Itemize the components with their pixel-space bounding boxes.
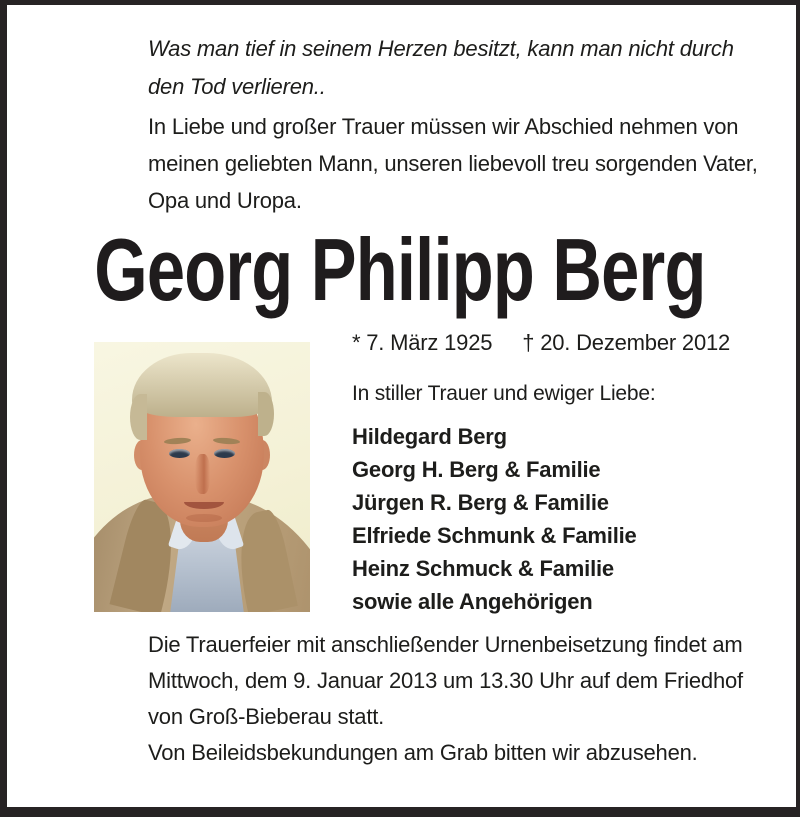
quote-line: Was man tief in seinem Herzen besitzt, kann man nicht durch bbox=[148, 36, 734, 61]
portrait-chin-shadow bbox=[186, 514, 222, 522]
funeral-line: Von Beileidsbekundungen am Grab bitten wir abzusehen. bbox=[148, 740, 698, 765]
portrait-hair-left bbox=[130, 394, 147, 440]
mourner-name: Georg H. Berg & Familie bbox=[352, 457, 601, 482]
death-date: † 20. Dezember 2012 bbox=[522, 330, 731, 355]
mourner-name: sowie alle Angehörigen bbox=[352, 589, 593, 614]
mourner-name: Elfriede Schmunk & Familie bbox=[352, 523, 637, 548]
memorial-quote bbox=[148, 30, 734, 106]
portrait-eye-left bbox=[169, 449, 190, 458]
mourning-heading: In stiller Trauer und ewiger Liebe: bbox=[352, 382, 656, 405]
intro-paragraph bbox=[148, 108, 758, 219]
mourner-name: Heinz Schmuck & Familie bbox=[352, 556, 614, 581]
portrait-eye-right bbox=[214, 449, 235, 458]
mourner-name: Jürgen R. Berg & Familie bbox=[352, 490, 609, 515]
birth-date: * 7. März 1925 bbox=[352, 330, 493, 355]
portrait-photo bbox=[94, 342, 310, 612]
portrait-hair bbox=[132, 353, 272, 417]
portrait-hair-right bbox=[258, 392, 274, 436]
funeral-info bbox=[148, 627, 743, 771]
funeral-line: Mittwoch, dem 9. Januar 2013 um 13.30 Uhr auf dem Friedhof bbox=[148, 668, 743, 693]
funeral-line: Die Trauerfeier mit anschließender Urnenbeisetzung findet am bbox=[148, 632, 743, 657]
deceased-name-heading bbox=[0, 220, 800, 319]
portrait-nose bbox=[195, 454, 210, 494]
deceased-name: Georg Philipp Berg bbox=[94, 220, 706, 319]
mourner-name: Hildegard Berg bbox=[352, 424, 507, 449]
mourners-list bbox=[352, 420, 637, 618]
intro-line: Opa und Uropa. bbox=[148, 188, 302, 213]
funeral-line: von Groß-Bieberau statt. bbox=[148, 704, 385, 729]
life-dates bbox=[352, 330, 730, 356]
intro-line: meinen geliebten Mann, unseren liebevoll treu sorgenden Vater, bbox=[148, 151, 758, 176]
intro-line: In Liebe und großer Trauer müssen wir Abschied nehmen von bbox=[148, 114, 739, 139]
quote-line: den Tod verlieren.. bbox=[148, 74, 326, 99]
